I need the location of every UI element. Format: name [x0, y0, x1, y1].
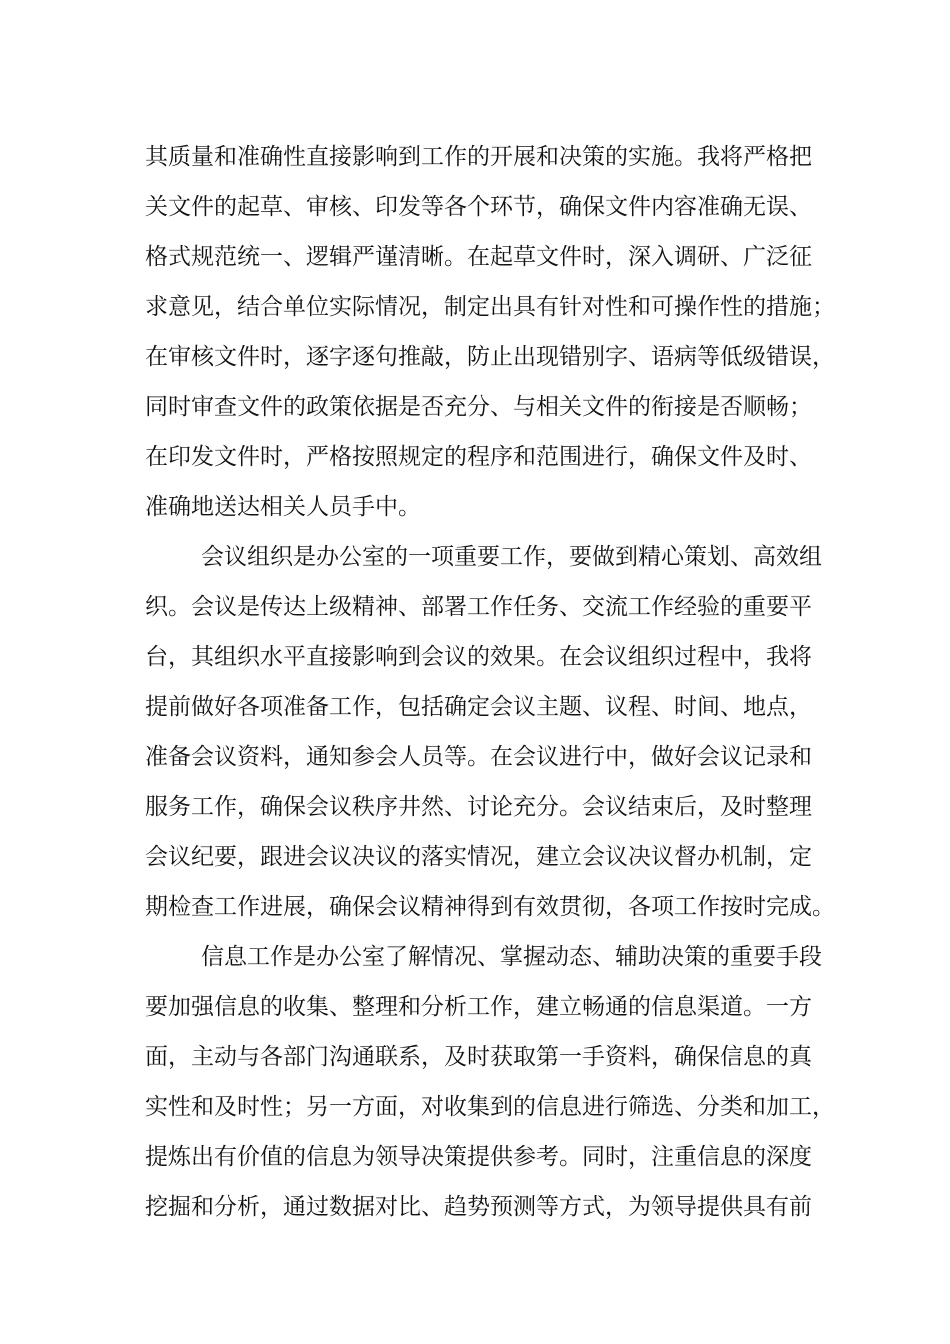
paragraph-start-line: 会议组织是办公室的一项重要工作，要做到精心策划、高效组 — [201, 544, 822, 570]
body-text — [145, 132, 835, 1232]
text-line: 同时审查文件的政策依据是否充分、与相关文件的衔接是否顺畅； — [145, 394, 812, 420]
text-line: 会议纪要，跟进会议决议的落实情况，建立会议决议督办机制，定 — [145, 844, 812, 870]
text-line: 在印发文件时，严格按照规定的程序和范围进行，确保文件及时、 — [145, 444, 812, 470]
text-line: 织。会议是传达上级精神、部署工作任务、交流工作经验的重要平 — [145, 594, 812, 620]
text-line: 准备会议资料，通知参会人员等。在会议进行中，做好会议记录和 — [145, 744, 812, 770]
text-line: 格式规范统一、逻辑严谨清晰。在起草文件时，深入调研、广泛征 — [145, 244, 812, 270]
text-line: 提炼出有价值的信息为领导决策提供参考。同时，注重信息的深度 — [145, 1144, 812, 1170]
text-line: 准确地送达相关人员手中。 — [145, 494, 421, 520]
text-line: 台，其组织水平直接影响到会议的效果。在会议组织过程中，我将 — [145, 644, 812, 670]
text-line: 提前做好各项准备工作，包括确定会议主题、议程、时间、地点， — [145, 694, 812, 720]
text-line: 要加强信息的收集、整理和分析工作，建立畅通的信息渠道。一方 — [145, 994, 812, 1020]
text-line: 求意见，结合单位实际情况，制定出具有针对性和可操作性的措施； — [145, 294, 835, 320]
text-line: 其质量和准确性直接影响到工作的开展和决策的实施。我将严格把 — [145, 144, 812, 170]
text-line: 关文件的起草、审核、印发等各个环节，确保文件内容准确无误、 — [145, 194, 812, 220]
text-line: 在审核文件时，逐字逐句推敲，防止出现错别字、语病等低级错误， — [145, 344, 835, 370]
text-line: 期检查工作进展，确保会议精神得到有效贯彻，各项工作按时完成。 — [145, 894, 835, 920]
text-line: 挖掘和分析，通过数据对比、趋势预测等方式，为领导提供具有前 — [145, 1194, 812, 1220]
text-line: 实性和及时性；另一方面，对收集到的信息进行筛选、分类和加工， — [145, 1094, 835, 1120]
text-line: 面，主动与各部门沟通联系，及时获取第一手资料，确保信息的真 — [145, 1044, 812, 1070]
text-line: 服务工作，确保会议秩序井然、讨论充分。会议结束后，及时整理 — [145, 794, 812, 820]
paragraph-start-line: 信息工作是办公室了解情况、掌握动态、辅助决策的重要手段 — [201, 944, 822, 970]
